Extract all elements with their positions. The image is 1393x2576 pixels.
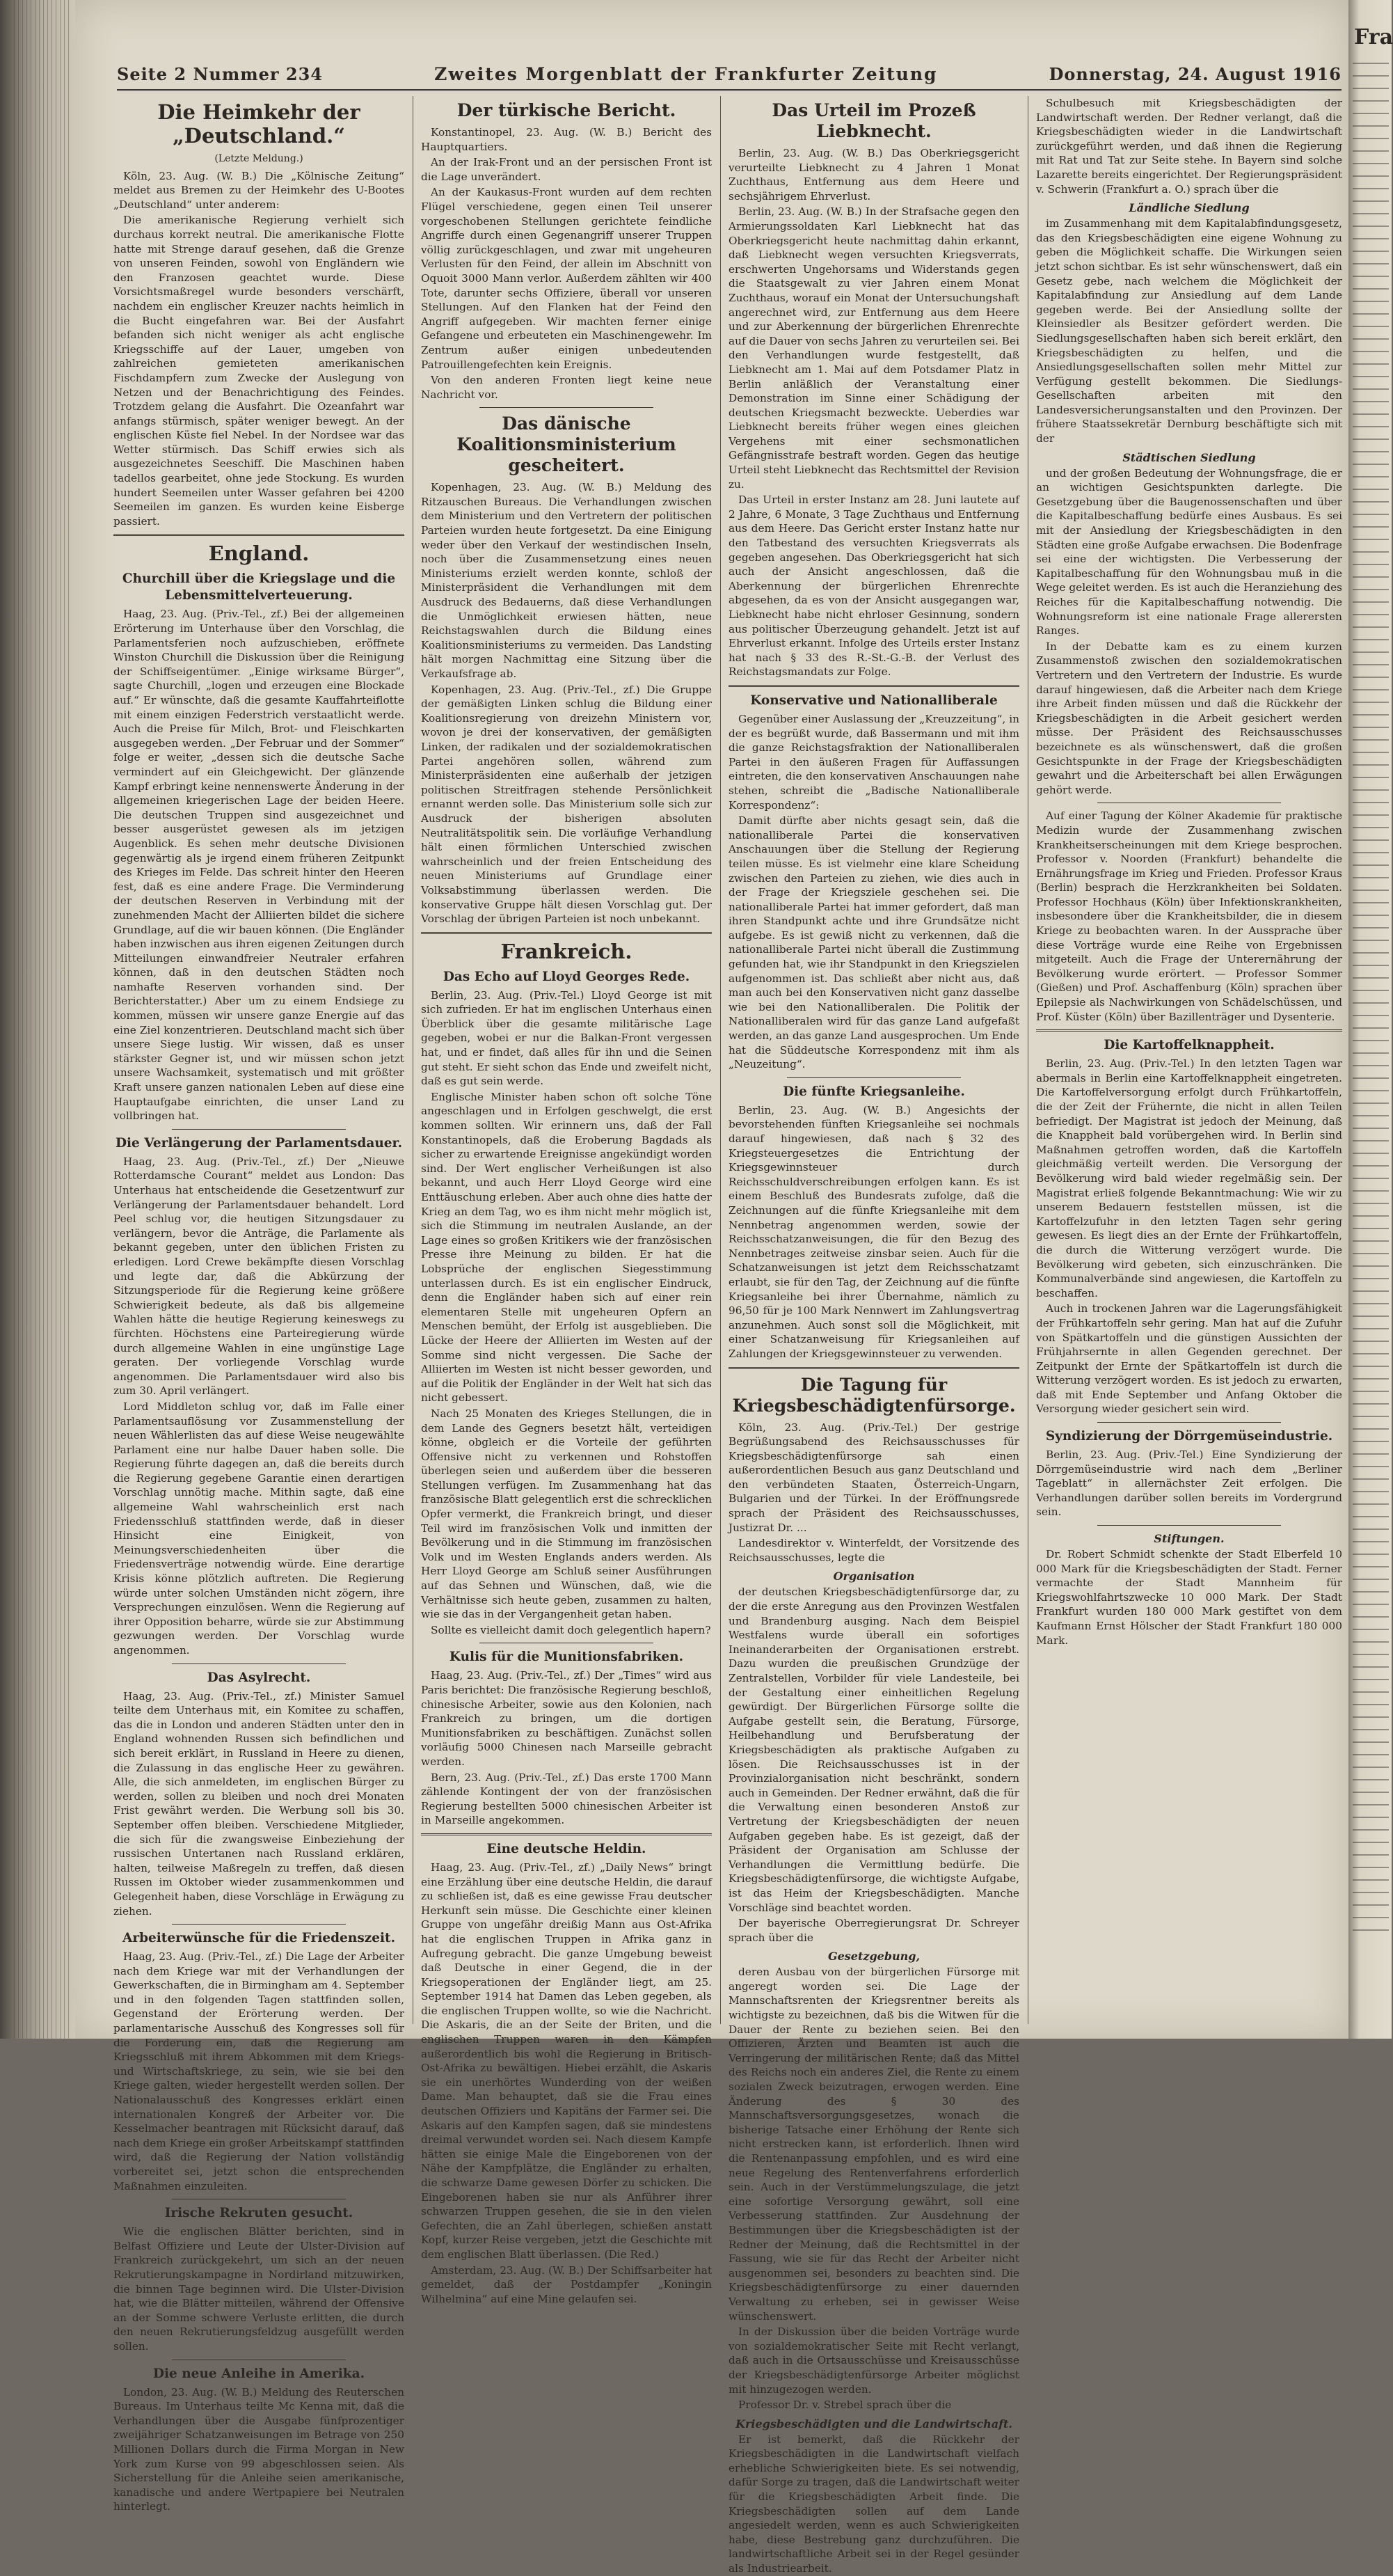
paragraph: Berlin, 23. Aug. (W. B.) Das Oberkriegsgericht verurteilte Liebknecht zu 4 Jahren 1 Monat Zuchthaus, Entfernung aus dem Heere und sechsjährigem Ehrverlust. xyxy=(729,147,1019,203)
paragraph: Lord Middleton schlug vor, daß im Falle einer Parlamentsauflösung vor Zusammenstellung der neuen Wählerlisten das auf diese Weise neugewählte Parlament eine nur halbe Dauer haben solle. Die Regierung führte dagegen an, daß die bereits durch die Regierung gegebene Garantie einen derartigen Vorschlag unnötig mache. Mithin sagte, daß eine allgemeine Wahl wahrscheinlich erst nach Friedensschluß stattfinden werde, daß in dieser Hinsicht eine Einigkeit, von Meinungsverschiedenheiten über die Friedensverträge notwendig würde. Eine derartige Krisis könne plötzlich auftreten. Die Regierung würde unter solchen Umständen nicht zögern, ihre Versprechungen einzulösen. Wenn die Regierung auf ihrer Opposition beharre, würde sie zur Abstimmung gezwungen werden. Der Vorschlag wurde angenommen. xyxy=(113,1400,404,1657)
divider xyxy=(172,1129,347,1130)
subheadline-parlamentsdauer: Die Verlängerung der Parlamentsdauer. xyxy=(115,1135,403,1151)
section-heading: Kriegsbeschädigten und die Landwirtschaft. xyxy=(735,2417,1012,2431)
paragraph: Haag, 23. Aug. (Priv.-Tel., zf.) Der „Times“ wird aus Paris berichtet: Die französische Regierung beschloß, chinesische Arbeiter, sowie aus den Kolonien, nach Frankreich zu bringen, um die dortigen Munitionsfabriken zu beschäftigen. Zunächst sollen vorläufig 5000 Chinesen nach Marseille gebracht werden. xyxy=(421,1669,712,1768)
subheadline-doerrgemuese: Syndizierung der Dörrgemüseindustrie. xyxy=(1045,1429,1333,1444)
section-heading: Organisation xyxy=(833,1570,915,1583)
article-columns xyxy=(113,96,1345,2575)
subheadline-kulis: Kulis für die Munitionsfabriken. xyxy=(449,1650,684,1665)
section-divider xyxy=(1036,1029,1342,1032)
paragraph: Das Urteil in erster Instanz am 28. Juni lautete auf 2 Jahre, 6 Monate, 3 Tage Zuchthaus und Entfernung aus dem Heere. Das Gericht erster Instanz hatte nur den Tatbestand des versuchten Kriegsverrats als gegeben angesehen. Das Oberkriegsgericht hat sich auch der Ansicht angeschlossen, daß die Aberkennung der bürgerlichen Ehrenrechte abgesehen, da es von der Ansicht ausgegangen war, Liebknecht habe nicht ehrloser Gesinnung, sondern aus politischer Überzeugung gehandelt. Jetzt ist auf Ehrverlust erkannt. Infolge des Urteils erster Instanz hat nach § 33 des R.-St.-G.-B. der Verlust des Reichstagsmandats zur Folge. xyxy=(729,493,1019,679)
section-divider xyxy=(421,932,712,934)
column-1 xyxy=(113,96,404,2513)
newspaper-title: Zweites Morgenblatt der Frankfurter Zeitung xyxy=(434,63,938,84)
column-3 xyxy=(729,96,1019,2575)
paragraph: An der Kaukasus-Front wurden auf dem rechten Flügel verschiedene, gegen einen Teil unserer vorgeschobenen Stellungen gerichtete feindliche Angriffe durch einen Gegenangriff unserer Truppen völlig zurückgeschlagen, und zwar mit ungeheuren Verlusten für den Feind, der allein im Abschnitt von Oquoit 3000 Mann verlor. Außerdem zählten wir 400 Tote, darunter sechs Offiziere, überall vor unseren Stellungen. Auf den Flanken hat der Feind den Angriff aufgegeben. Wir machten ferner einige Gefangene und erbeuteten ein Maschinengewehr. Im Zentrum außer einigen unbedeutenden Patrouillengefechten kein Ereignis. xyxy=(421,186,712,371)
paragraph: Professor Dr. v. Strebel sprach über die xyxy=(738,2399,952,2412)
headline-tagung-kriegsbeschaedigte: Die Tagung für Kriegsbeschädigtenfürsorge. xyxy=(732,1374,1016,1416)
paragraph: Landesdirektor v. Winterfeldt, der Vorsitzende des Reichsausschusses, legte die xyxy=(729,1537,1019,1564)
column-4 xyxy=(1036,96,1342,2024)
paragraph: Von den anderen Fronten liegt keine neue Nachricht vor. xyxy=(421,374,712,401)
paragraph: deren Ausbau von der bürgerlichen Fürsorge mit angeregt worden sei. Die Lage der Mannschaftsrenten der Kriegsrentner bereits als wichtigste zu bezeichnen, daß bis die Witwen für die Dauer der Rente zu beziehen seien. Bei den Offizieren, Ärzten und Beamten ist auch die Verringerung der militärischen Rente; daß das Mittel des Reichs noch ein anderes Ziel, die Rente zu einem sozialen Zweck beizutragen, erwogen werden. Eine Änderung des § 30 des Mannschaftsversorgungsgesetzes, wonach die bisherige Tatsache einer Erhöhung der Rente sich nicht erstrecken kann, ist erforderlich. Ihnen wird die Rentenanpassung empfohlen, und es wird eine neue Regelung des Rentenverfahrens erforderlich sein. Auch in der Verstümmelungszulage, die jetzt eine sofortige Versorgung gewährt, soll eine Verbesserung stattfinden. Zur Ausdehnung der Bestimmungen über die Kriegsbeschädigten ist der Redner der Meinung, daß die Rechtsmittel in der Fassung, wie sie für das Recht der Arbeiter nicht ausgenommen sei, besonders zu beachten sind. Die Kriegsbeschädigtenfürsorge zu einer dauernden Verwaltung zu erheben, sei in gewisser Weise wünschenswert. xyxy=(729,1966,1019,2323)
paragraph: Haag, 23. Aug. (Priv.-Tel., zf.) „Daily News“ bringt eine Erzählung über eine deutsche Heldin, die darauf zu schließen ist, daß es eine gewisse Frau deutscher Herkunft sein müsse. Die Geschichte einer kleinen Gruppe von ungefähr dreißig Mann aus Ost-Afrika hat die englischen Truppen in Afrika ganz in Aufregung gebracht. Die ganze Umgebung beweist daß Deutsche in einer Gegend, die in der Kriegsoperationen der Engländer liegt, am 25. September 1914 hat Damen das Leben gegeben, als die englischen Truppen wollte, so wie die Nachricht. Die Askaris, die an der Seite der Briten, und die englischen Truppen waren in den Kämpfen außerordentlich bis wohl die Regierung in Britisch-Ost-Afrika zu bewältigen. Hiebei erzählt, die Askaris sie ein unerhörtes Wunderding von der weißen Dame. Man behauptet, daß sie die Frau eines deutschen Offiziers und Kapitäns der Farmer sei. Die Askaris auf den Kampfen sagen, daß sie mindestens dreimal verwundet worden sei. Nach diesem Kampfe hätten sie einige Male die Eingeborenen von der Nähe der Kampfplätze, die Engländer zu erhalten, die schwarze Dame gewesen Dörfer zu schicken. Die Eingeborenen haben sie nur als Anführer ihrer schwarzen Truppen gesehen, die sie in den vielen Gefechten, die an Zahl überlegen, schießen anstatt Kopf, kurzer Reise vergeben, jetzt die Geschichte mit dem englischen Blatt überlassen. (Die Red.) xyxy=(421,1860,712,2261)
adjacent-page-header: Fra xyxy=(1354,25,1393,49)
paragraph: Haag, 23. Aug. (Priv.-Tel., zf.) Bei der allgemeinen Erörterung im Unterhause über den Vorschlag, die Parlamentsferien noch aufzuschieben, eröffnete Winston Churchill die Diskussion über die Reinigung der Schiffseigentümer. „Einige wirksame Bürger“, sagte Churchill, „logen und erzeugen eine Blockade auf.“ Er wünschte, daß die gesamte Kauffahrteiflotte mit einem einzigen Federstrich verstaatlicht werde. Auch die Preise für Milch, Brot- und Fleischkarten ausgegeben werden. „Der Februar und der Sommer“ folge er weiter, „dessen sich die deutsche Sache vermindert auf ein Gleichgewicht. Der glänzende Kampf erbringt keine nennenswerte Änderung in der allgemeinen kriegerischen Lage der beiden Heere. Die deutschen Truppen sind ausgezeichnet und besser ausgerüstet gewesen als im jetzigen Augenblick. Es sehen mehr deutsche Divisionen gegenwärtig als je irgend einem früheren Zeitpunkt des Krieges im Felde. Das schreit hinter den Heeren fest, daß es eine andere Frage. Die Verminderung der deutschen Reserven in Verbindung mit der zunehmenden Macht der Alliierten bildet die sichere Grundlage, auf die wir bauen können. (Die Engländer haben inzwischen aus ihren eigenen Zeitungen durch Mitteilungen einwandfreier Neutraler erfahren können, daß in den deutschen Städten noch namhafte Reserven vorhanden sind. Der Berichterstatter.) Aber um zu einem Endsiege zu kommen, müssen wir unsere ganze Energie auf das eine Ziel konzentrieren. Deutschland macht sich über unsere Siege lustig. Wir wissen, daß es unser stärkster Gegner ist, und wir müssen schon jetzt unsere Wachsamkeit, systematisch und mit größter Kraft unsere ganzen nationalen Leben auf diese eine Hauptaufgabe einrichten, die unser Land zu vollbringen hat. xyxy=(113,608,404,1123)
paragraph: Er ist bemerkt, daß die Rückkehr der Kriegsbeschädigten in die Landwirtschaft vielfach erhebliche Schwierigkeiten biete. Es sei notwendig, dafür Sorge zu tragen, daß die Landwirtschaft weiter für die Kriegsbeschädigten Arbeit finde. Die Kriegsbeschädigten sollen auf dem Lande angesiedelt werden, wenn es auch Schwierigkeiten habe, diese Bestrebung ganz durchzuführen. Die landwirtschaftliche Arbeit sei in der Regel gesünder als Industriearbeit. xyxy=(729,2433,1019,2575)
section-heading: Stiftungen. xyxy=(1154,1532,1225,1546)
paragraph: Haag, 23. Aug. (Priv.-Tel., zf.) Die Lage der Arbeiter nach dem Kriege war mit der Verhandlungen der Gewerkschaften, die in Birmingham am 4. September und in den folgenden Tagen stattfinden sollen, Gegenstand der Erörterung werden. Der parlamentarische Ausschuß des Kongresses soll für die Forderung ein, daß die Regierung am Kriegsschluß mit ihrem Abkommen mit dem Kriegs- und Wirtschaftskriege, zu sein, wie sie bei den Kriege galten, wieder hergestellt werden sollen. Der Nationalausschuß des Kongresses erklärt einen internationalen Kongreß der Arbeiter vor. Die Kesselmacher beantragen mit Rücksicht darauf, daß nach dem Kriege ein großer Arbeitskampf stattfinden wird, daß die Regierung der Nation vollständig vorbereitet sei, jetzt schon die entsprechenden Maßnahmen einzuleiten. xyxy=(113,1950,404,2192)
subheadline-fuenfte-kriegsanleihe: Die fünfte Kriegsanleihe. xyxy=(783,1084,965,1099)
headline-heimkehr-deutschland: Die Heimkehr der „Deutschland.“ xyxy=(157,100,360,148)
paragraph: Kopenhagen, 23. Aug. (W. B.) Meldung des Ritzauschen Bureaus. Die Verhandlungen zwischen dem Ministerium und den Vertretern der politischen Parteien wurden heute fortgesetzt. Da eine Einigung weder über den Verkauf der westindischen Inseln, noch über die Zusammensetzung eines neuen Ministeriums erzielt werden konnte, schloß der Ministerpräsident die Verhandlungen mit dem Ausdruck des Bedauerns, daß diese Verhandlungen die Unmöglichkeit erwiesen hätten, neue Reichstagswahlen durch die Bildung eines Koalitionsministeriums zu vermeiden. Das Landsting hält morgen Nachmittag eine Sitzung über die Verkaufsfrage ab. xyxy=(421,481,712,680)
subheadline-arbeiterwuensche: Arbeiterwünsche für die Friedenszeit. xyxy=(122,1931,396,1946)
subheadline-deutsche-heldin: Eine deutsche Heldin. xyxy=(486,1841,646,1856)
subheadline-irische-rekruten: Irische Rekruten gesucht. xyxy=(164,2206,353,2221)
issue-date: Donnerstag, 24. August 1916 xyxy=(1049,63,1342,84)
page-header xyxy=(117,58,1342,91)
paragraph: Damit dürfte aber nichts gesagt sein, daß die nationalliberale Partei die konservativen Anschauungen über die Stellung der Regierung teilen müsse. Es ist vielmehr eine klare Scheidung zwischen den Parteien zu ziehen, wie dies auch in der Frage der Kriegsziele geschehen sei. Die nationalliberale Partei hat immer gefordert, daß man ihren Standpunkt achte und ihre Grundsätze nicht aufgebe. Es ist gewiß nicht zu verkennen, daß die nationalliberale Partei nicht überall die Zustimmung gefunden hat, wie ihr Standpunkt in den Kriegszielen aufgenommen ist. Das schließt aber nicht aus, daß man auch bei den Konservativen nicht ganz dasselbe wie bei den Nationalliberalen. Die Politik der Nationalliberalen wird für das ganze Land aufgefaßt werden, an das ganze Land ausgesprochen. Um Ende hat die Süddeutsche Korrespondenz mit ihm als „Neuzeitung“. xyxy=(729,814,1019,1071)
subheadline-anleihe-amerika: Die neue Anleihe in Amerika. xyxy=(152,2366,365,2381)
paragraph: der deutschen Kriegsbeschädigtenfürsorge dar, zu der die erste Anregung aus den Provinzen Westfalen und Brandenburg ausging. Nach dem Beispiel Westfalens wurde überall ein sofortiges Ineinanderarbeiten der Organisationen erstrebt. Dazu wurden die preußischen Grundzüge der Zentralstellen, Vorbilder für viele Landesteile, bei der Gestaltung einer einheitlichen Regelung gewürdigt. Der Bürgerlichen Fürsorge sollte die Aufgabe gestellt sein, die Beratung, Fürsorge, Heilbehandlung und Berufsberatung der Kriegsbeschädigten als praktische Aufgaben zu lösen. Die Reichsausschusses ist in der Provinzialorganisation nicht beschränkt, sondern auch in Gemeinden. Der Redner erwähnt, daß die für die Verwaltung einen besonderen Anstoß zur Vertretung der Kriegsbeschädigten der neuen Aufgaben gegeben habe. Es ist gezeigt, daß der Präsident der Organisation am Schlusse der Verhandlungen die Vermittlung bedürfe. Die Kriegsbeschädigtenfürsorge, die wichtigste Aufgabe, ist das Heim der Kriegsbeschädigten. Manche Vorschläge sind beachtet worden. xyxy=(729,1586,1019,1914)
divider xyxy=(1097,1422,1281,1423)
paragraph: Berlin, 23. Aug. (W. B.) In der Strafsache gegen den Armierungssoldaten Karl Liebknecht hat das Oberkriegsgericht heute nachmittag dahin erkannt, daß Liebknecht wegen versuchten Kriegsverrats, erschwerten Ungehorsams und Widerstands gegen die Staatsgewalt zu vier Jahren einem Monat Zuchthaus, worauf ein Monat der Untersuchungshaft angerechnet wird, zur Entfernung aus dem Heere und zur Aberkennung der bürgerlichen Ehrenrechte auf die Dauer von sechs Jahren zu verurteilen sei. Bei den Verhandlungen wurde festgestellt, daß Liebknecht am 1. Mai auf dem Potsdamer Platz in Berlin anläßlich der Veranstaltung einer Demonstration im Sinne einer Schädigung der deutschen Kriegsmacht bezweckte. Ueberdies war Liebknecht bereits früher wegen eines gleichen Vergehens mit einer sechsmonatlichen Gefängnisstrafe bestraft worden. Gegen das heutige Urteil steht Liebknecht das Rechtsmittel der Revision zu. xyxy=(729,205,1019,491)
paragraph: Konstantinopel, 23. Aug. (W. B.) Bericht des Hauptquartiers. xyxy=(421,126,712,153)
paragraph: Nach 25 Monaten des Krieges Stellungen, die in dem Lande des Gegners besetzt hält, verteidigen könne, obgleich er die Vorteile der geführten Offensive nicht zu verkennen und Rohstoffen überlegen seien und außerdem über die besseren Stellungen verfügen. Im Zusammenhang hat das französische Blatt gelegentlich erst die schrecklichen Opfer vermerkt, die Frankreich bringt, und dieser Teil wird im französischen Volk und inmitten der Bevölkerung und in die Stimmung im französischen Volk und im Westen Englands anders werden. Als Herr Lloyd George am Schluß seiner Ausführungen auf das Sehnen und Wünschen, daß, wie die Verhältnisse sich heute geben, zusammen zu halten, wie sie das in der Vergangenheit getan haben. xyxy=(421,1407,712,1621)
divider xyxy=(172,1924,347,1925)
column-2 xyxy=(421,96,712,2305)
section-heading: Ländliche Siedlung xyxy=(1129,201,1250,215)
subheadline-churchill: Churchill über die Kriegslage und die Lebensmittelverteuerung. xyxy=(122,571,396,603)
section-heading: Gesetzgebung, xyxy=(827,1950,921,1963)
headline-england: England. xyxy=(208,542,310,566)
paragraph: Wie die englischen Blätter berichten, sind in Belfast Offiziere und Leute der Ulster-Division auf Frankreich zurückgekehrt, um sich an der neuen Rekrutierungskampagne in Nordirland mitzuwirken, die binnen Tage beginnen wird. Die Ulster-Division hat, wie die Blätter mitteilen, während der Offensive an der Somme schwere Verluste erlitten, die durch den neuen Rekrutierungsfeldzug ausgefüllt werden sollen. xyxy=(113,2225,404,2353)
paragraph: Bern, 23. Aug. (Priv.-Tel., zf.) Das erste 1700 Mann zählende Kontingent der von der französischen Regierung bestellten 5000 chinesischen Arbeiter ist in Marseille angekommen. xyxy=(421,1771,712,1827)
paragraph: Berlin, 23. Aug. (W. B.) Angesichts der bevorstehenden fünften Kriegsanleihe sei nochmals darauf hingewiesen, daß nach § 32 des Kriegsteuergesetzes die Entrichtung der Kriegsgewinnsteuer durch Reichsschuldverschreibungen erfolgen kann. Es ist einem Beschluß des Bundesrats zufolge, daß die Zeichnungen auf die fünfte Kriegsanleihe mit dem Nennbetrag angenommen werden, sowie der Reichsschatzanweisungen, die für den Bezug des Nennbetrages zeitweise zinsbar seien. Auch für die Schatzanweisungen ist jetzt dem Reichsschatzamt erlaubt, sie für den Tag, der Zeichnung auf die fünfte Kriegsanleihe bei ihrer Übernahme, nämlich zu 96,50 für je 100 Mark Nennwert im Zahlungsvertrag anzunehmen. Auch sonst soll die Möglichkeit, mit einer Schatzanweisung für Kriegsanleihen auf Zahlungen der Kriegsgewinnsteuer zu verwenden. xyxy=(729,1103,1019,1360)
subheadline-asylrecht: Das Asylrecht. xyxy=(207,1670,311,1685)
headline-frankreich: Frankreich. xyxy=(500,939,632,963)
paragraph: In der Debatte kam es zu einem kurzen Zusammenstoß zwischen den sozialdemokratischen Vertretern und den Vertretern der Industrie. Es wurde darauf hingewiesen, daß die Arbeiter nach dem Kriege ihre Arbeit finden müssen und daß die Rückkehr der Kriegsbeschädigten in die Arbeit gesichert werden müsse. Der Präsident des Reichsausschusses bezeichnete es als wünschenswert, daß die großen Gesichtspunkte in der Frage der Kriegsbeschädigten gewahrt und die Arbeiterschaft bei allen Erwägungen gehört werde. xyxy=(1036,640,1342,796)
page-number: Seite 2 Nummer 234 xyxy=(117,63,324,84)
paragraph: und der großen Bedeutung der Wohnungsfrage, die er an wichtigen Gesichtspunkten darlegte. Die Gesetzgebung über die Baugenossenschaften und über die Kapitalbeschaffung bedürfe eines Ausbaus. Es sei mit der Ansiedlung der Kriegsbeschädigten in den Städten eine große Aufgabe erwachsen. Die Bodenfrage sei eine der wichtigsten. Die Verbesserung der Kapitalbeschaffung für den Wohnungsbau muß in die Wege geleitet werden. Es ist auch die Heranziehung des Reiches für die Kapitalbeschaffung notwendig. Die Wohnungsreform ist eine nationale Frage allerersten Ranges. xyxy=(1036,466,1342,638)
paragraph: Englische Minister haben schon oft solche Töne angeschlagen und in Erfolgen geschwelgt, die erst kommen sollten. Wir erinnern uns, daß der Fall Konstantinopels, daß die Eroberung Bagdads als sicher zu erwartende Ereignisse angekündigt worden sind. Der Wert englischer Verheißungen ist also bekannt, und auch Herr Lloyd George wird eine Enttäuschung erleben. Aber auch ohne dies hatte der Krieg an dem Tag, wo es ihm nicht mehr möglich ist, sich die Stimmung im neutralen Auslande, an der Lage eines so großen Kritikers wie der französischen Presse ihre Meinung zu bilden. Er hat die Lobsprüche der englischen Siegesstimmung unterlassen durch. Es ist ein englischer Eindruck, denn die Engländer haben sich auf einer rein elementaren Stelle mit ungeheuren Opfern an Menschen bemüht, der Erfolg ist ausgeblieben. Die Lücke der Heere der Alliierten im Westen auf der Somme sind nicht vergessen. Die Sache der Alliierten im Westen ist nicht besser geworden, und auf die Politik der Engländer in der Welt hat sich das nicht gebessert. xyxy=(421,1090,712,1405)
paragraph: Gegenüber einer Auslassung der „Kreuzzeitung“, in der es begrüßt wurde, daß Bassermann und mit ihm die ganze Reichstagsfraktion der Nationalliberalen Partei in den äußeren Fragen für Auffassungen eintreten, die den konservativen Anschauungen nahe stehen, schreibt die „Badische Nationalliberale Korrespondenz“: xyxy=(729,712,1019,812)
newspaper-page xyxy=(75,0,1348,2575)
section-heading: Städtischen Siedlung xyxy=(1122,450,1256,464)
paragraph: Köln, 23. Aug. (W. B.) Die „Kölnische Zeitung“ meldet aus Bremen zu der Heimkehr des U-Bootes „Deutschland“ unter anderem: xyxy=(113,169,404,211)
section-divider xyxy=(729,685,1019,687)
paragraph: Berlin, 23. Aug. (Priv.-Tel.) Lloyd George ist mit sich zufrieden. Er hat im englischen Unterhaus einen Überblick über die gesamte militärische Lage gegeben, wobei er nur die Balkan-Front vergessen hat, und er findet, daß alles für ihn und die Seinen gut steht. Er sieht schon das Ende und zweifelt nicht, daß es gut sein werde. xyxy=(421,988,712,1088)
binding-edge xyxy=(0,0,75,2039)
paragraph: Köln, 23. Aug. (Priv.-Tel.) Der gestrige Begrüßungsabend des Reichsausschusses für Kriegsbeschädigtenfürsorge sah einen außerordentlichen Besuch aus ganz Deutschland und den verbündeten Staaten, Österreich-Ungarn, Bulgarien und der Türkei. In der Eröffnungsrede sprach der Präsident des Reichsausschusses, Justizrat Dr. ... xyxy=(729,1421,1019,1534)
paragraph: im Zusammenhang mit dem Kapitalabfindungsgesetz, das den Kriegsbeschädigten eine eigene Wohnung zu geben die Möglichkeit schaffe. Die Wirkungen seien jetzt schon sichtbar. Es ist sehr wünschenswert, daß ein Gesetz gebe, nach welchem die Möglichkeit der Kapitalabfindung zur Ansiedlung auf dem Lande gegeben werde. Bei der Ansiedlung sollte der Kleinsiedler als Besitzer gefördert werden. Die Siedlungsgesellschaften haben sich bereit erklärt, den Kriegsbeschädigten zu helfen, und die Ansiedlungsgesellschaften sollen mehr Mittel zur Verfügung gestellt bekommen. Die Siedlungs-Gesellschaften arbeiten mit den Landesversicherungsanstalten und den Provinzen. Der frühere Staatssekretär Dernburg beschäftigte sich mit der xyxy=(1036,217,1342,445)
paragraph: Die amerikanische Regierung verhielt sich durchaus korrekt neutral. Die amerikanische Flotte hatte mit Strenge darauf gesehen, daß die Grenze von unseren Feinden, sowohl von Engländern wie den Franzosen geachtet wurde. Diese Vorsichtsmaßregel wurde besonders verschärft, nachdem ein englischer Kreuzer nachts heimlich in die Bucht eingefahren war. Bei der Ausfahrt befanden sich nicht weniger als acht englische Kriegsschiffe auf der Lauer, umgeben von zahlreichen gemieteten amerikanischen Fischdampfern zum Zwecke der Auslegung von Netzen und der Benachrichtigung des Feindes. Trotzdem gelang die Ausfahrt. Die Ozeanfahrt war anfangs stürmisch, später weniger bewegt. An der englischen Küste fiel Nebel. In der Nordsee war das Wetter stürmisch. Das Schiff erwies sich als ausgezeichnetes Seeschiff. Die Maschinen haben tadellos gearbeitet, ohne jede Stockung. Es wurden hundert Seemeilen unter Wasser gefahren bei 4200 Seemeilen im ganzen. Es wurden keine Eisberge passiert. xyxy=(113,214,404,528)
section-divider xyxy=(729,1367,1019,1369)
paragraph: Berlin, 23. Aug. (Priv.-Tel.) Eine Syndizierung der Dörrgemüseindustrie wird nach dem „Berliner Tageblatt“ in allernächster Zeit erfolgen. Die Verhandlungen darüber sollen bereits im Vordergrund sein. xyxy=(1036,1448,1342,1519)
headline-daenisches-ministerium: Das dänische Koalitionsministerium gescheitert. xyxy=(456,413,676,476)
divider xyxy=(479,407,654,408)
subheadline-lloyd-george: Das Echo auf Lloyd Georges Rede. xyxy=(443,969,690,984)
paragraph: Kopenhagen, 23. Aug. (Priv.-Tel., zf.) Die Gruppe der gemäßigten Linken schlug die Bildung einer Koalitionsregierung von dreizehn Ministern vor, wovon je drei der konservativen, der gemäßigten Linken, der radikalen und der sozialdemokratischen Partei angehören sollen, während zum Ministerpräsidenten eine außerhalb der jetzigen politischen Streitfragen stehende Persönlichkeit ernannt werden solle. Das Ministerium solle sich zur Ausdruck der bisherigen absoluten Neutralitätspolitik sein. Die vorläufige Verhandlung hält einen förmlichen Unterschied zwischen wahrscheinlich und der freien Entscheidung des neuen Ministeriums auf Grundlage einer Volksabstimmung überlassen werden. Die konservative Gruppe hält diesen Vorschlag gut. Der Vorschlag der übrigen Parteien ist noch unbekannt. xyxy=(421,683,712,926)
paragraph: Sollte es vielleicht damit doch gelegentlich hapern? xyxy=(431,1623,711,1636)
divider xyxy=(787,1077,962,1078)
adjacent-page xyxy=(1348,0,1392,2039)
paragraph: An der Irak-Front und an der persischen Front ist die Lage unverändert. xyxy=(421,156,712,183)
headline-tuerkischer-bericht: Der türkische Bericht. xyxy=(456,100,676,120)
paragraph: Auf einer Tagung der Kölner Akademie für praktische Medizin wurde der Zusammenhang zwischen Krankheitserscheinungen mit dem Kriege besprochen. Professor v. Noorden (Frankfurt) behandelte die Ernährungsfrage im Krieg und Frieden. Professor Kraus (Berlin) besprach die Herzkrankheiten bei Soldaten. Professor Hochhaus (Köln) über Infektionskrankheiten, insbesondere über die Krankheitsbilder, die in diesem Kriege zu beobachten waren. In der Aussprache über diese Vorträge wurde eine Reihe von Ergebnissen mitgeteilt. Auch die Frage der Unterernährung der Bevölkerung wurde erörtert. — Professor Sommer (Gießen) und Prof. Aschaffenburg (Köln) sprachen über Epilepsie als Nachwirkungen von Schädelschüssen, und Prof. Küster (Köln) über Bazillenträger und Dysenterie. xyxy=(1036,809,1342,1023)
subheadline-konservative-nationalliberale: Konservative und Nationalliberale xyxy=(750,693,998,708)
section-divider xyxy=(113,534,404,536)
paragraph: Der bayerische Oberregierungsrat Dr. Schreyer sprach über die xyxy=(729,1917,1019,1944)
column-rule xyxy=(720,96,721,2024)
subheadline-kartoffelknappheit: Die Kartoffelknappheit. xyxy=(1104,1038,1275,1053)
paragraph: In der Diskussion über die beiden Vorträge wurde von sozialdemokratischer Seite mit Recht verlangt, daß auch in die Ortsausschüsse und Kreisausschüsse der Kriegsbeschädigtenfürsorge Arbeiter möglichst mit hinzugezogen werden. xyxy=(729,2325,1019,2396)
paragraph: Haag, 23. Aug. (Priv.-Tel., zf.) Minister Samuel teilte dem Unterhaus mit, ein Komitee zu schaffen, das die in London und anderen Städten unter den in England wohnenden Russen sich befindlichen und sich bereit erklärt, in Russland in Heere zu dienen, die Zulassung in das englische Heer zu gewähren. Alle, die sich anmeldeten, im englischen Bürger zu werden, sollen zu bleiben und noch drei Monaten Frist gewährt werden. Die Werbung soll bis 30. September offen bleiben. Verschiedene Mitglieder, die sich für die zwangsweise Einbeziehung der russischen Untertanen nach Russland erklären, halten, teilweise Maßregeln zu treffen, daß diesen Russen im Oktober wieder zusammenkommen und Gelegenheit haben, diese Vorschläge in Erwägung zu ziehen. xyxy=(113,1689,404,1918)
headline-note: (Letzte Meldung.) xyxy=(214,153,303,164)
divider xyxy=(1097,1525,1281,1526)
paragraph: Amsterdam, 23. Aug. (W. B.) Der Schiffsarbeiter hat gemeldet, daß der Postdampfer „Koningin Wilhelmina“ auf eine Mine gelaufen sei. xyxy=(421,2263,712,2305)
paragraph: Auch in trockenen Jahren war die Lagerungsfähigkeit der Frühkartoffeln sehr gering. Man hat auf die Zufuhr von Spätkartoffeln und die günstigen Aussichten der Frühjahrsernte in allen Gegenden gerechnet. Der Zeitpunkt der Ernte der Spätkartoffeln ist durch die Witterung verzögert worden. Es ist jedoch zu erwarten, daß mit Ende September und Anfang Oktober die Versorgung wieder gesichert sein wird. xyxy=(1036,1302,1342,1416)
paragraph: London, 23. Aug. (W. B.) Meldung des Reuterschen Bureaus. Im Unterhaus teilte Mc Kenna mit, daß die Verhandlungen über die Ausgabe fünfprozentiger zweijähriger Schatzanweisungen im Betrage von 250 Millionen Dollars durch die Firma Morgan in New York zum Kurse von 99 abgeschlossen seien. Als Sicherstellung für die Anleihe seien amerikanische, kanadische und andere Wertpapiere bei Neutralen hinterlegt. xyxy=(113,2385,404,2513)
paragraph: Haag, 23. Aug. (Priv.-Tel., zf.) Der „Nieuwe Rotterdamsche Courant“ meldet aus London: Das Unterhaus hat entscheidende die Gesetzentwurf zur Verlängerung der Parlamentsdauer behandelt. Lord Peel schlug vor, die heutigen Sitzungsdauer zu verlängern, bevor die Anträge, die Parlamente als bekannt gegeben, unter den üblichen Fristen zu erledigen. Lord Crewe bekämpfte diesen Vorschlag und legte dar, daß die Abkürzung der Sitzungsperiode für die Regierung keine größere Schwierigkeit bedeute, als daß bis allgemeine Wahlen hätte die heutige Regierung keineswegs zu fürchten. Höchstens eine Parteiregierung würde durch allgemeine Wahlen in eine ungünstige Lage geraten. Der vorliegende Vorschlag wurde angenommen. Die Parlamentsdauer wird also bis zum 30. April verlängert. xyxy=(113,1155,404,1398)
paragraph: Schulbesuch mit Kriegsbeschädigten der Landwirtschaft werden. Der Redner verlangt, daß die Kriegsbeschädigten wieder in die Landwirtschaft zurückgeführt werden, und daß ihnen die Regierung mit Rat und Tat zur Seite stehe. In Bayern sind solche Lazarette bereits eingerichtet. Der Regierungspräsident v. Schwerin (Frankfurt a. O.) sprach über die xyxy=(1036,97,1342,196)
section-divider xyxy=(421,1833,712,1835)
paragraph: Berlin, 23. Aug. (Priv.-Tel.) In den letzten Tagen war abermals in Berlin eine Kartoffelknappheit eingetreten. Die Kartoffelversorgung erfolgt durch Frühkartoffeln, die der Zeit der Frühernte, die nicht in allen Teilen befriedigt. Der Magistrat ist jedoch der Meinung, daß die Knappheit bald vorübergehen wird. In Berlin sind Maßnahmen getroffen worden, daß die Kartoffeln gleichmäßig verteilt werden. Die Versorgung der Bevölkerung wird bald wieder regelmäßig sein. Der Magistrat erließ folgende Bekanntmachung: Wie wir zu unserem Bedauern feststellen müssen, ist die Kartoffelzufuhr in den letzten Tagen sehr gering gewesen. Es liegt dies an der Ernte der Frühkartoffeln, die durch die Witterung verzögert wurde. Die Bevölkerung wird gebeten, sich einzuschränken. Die Kommunalverbände sind angewiesen, die Kartoffeln zu beschaffen. xyxy=(1036,1057,1342,1299)
headline-urteil-liebknecht: Das Urteil im Prozeß Liebknecht. xyxy=(772,100,976,141)
paragraph: Dr. Robert Schmidt schenkte der Stadt Elberfeld 10 000 Mark für die Kriegsbeschädigten der Stadt. Ferner vermachte der Stadt Mannheim für Kriegswohlfahrtszwecke 10 000 Mark. Der Stadt Frankfurt wurden 180 000 Mark gestiftet von dem Kaufmann Ernst Hölscher der Stadt Frankfurt 180 000 Mark. xyxy=(1036,1548,1342,1647)
